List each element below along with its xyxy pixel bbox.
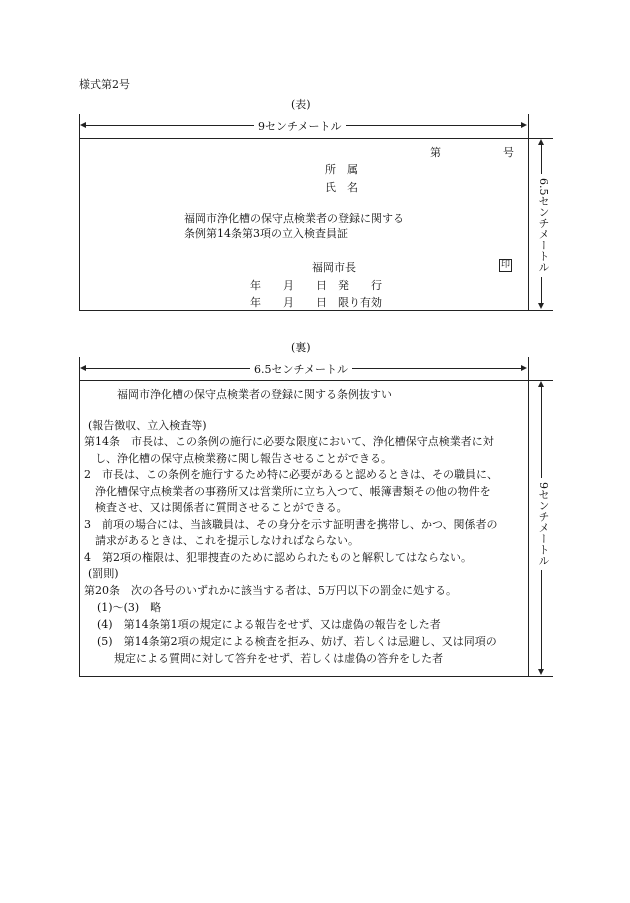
arrow-down-icon: [538, 669, 544, 675]
issuer-name: 福岡市長: [312, 261, 356, 274]
name-label: 氏 名: [325, 181, 358, 194]
paragraph-3-line2: 請求があるときは、これを提示しなければならない。: [95, 534, 359, 547]
arrow-left-icon: [80, 122, 86, 128]
affiliation-label: 所 属: [325, 163, 358, 176]
front-width-label: 9センチメートル: [254, 118, 346, 134]
arrow-up-icon: [538, 139, 544, 145]
front-heading: (表): [291, 98, 311, 111]
form-number: 様式第2号: [79, 78, 130, 91]
back-card: [79, 380, 529, 677]
section-heading-penalty: (罰則): [88, 567, 119, 580]
arrow-right-icon: [521, 122, 527, 128]
back-height-label: 9センチメートル: [535, 478, 551, 570]
article-20: 第20条 次の各号のいずれかに該当する者は、5万円以下の罰金に処する。: [84, 584, 457, 597]
item-4: (4) 第14条第1項の規定による報告をせず、又は虚偽の報告をした者: [97, 618, 441, 631]
valid-until-line: 年 月 日 限り有効: [250, 296, 382, 309]
excerpt-title: 福岡市浄化槽の保守点検業者の登録に関する条例抜すい: [117, 388, 392, 401]
certificate-title-line2: 条例第14条第3項の立入検査員証: [184, 227, 348, 240]
front-card: [79, 138, 529, 311]
seal-mark: 印: [501, 260, 511, 270]
paragraph-3-line1: 3 前項の場合には、当該職員は、その身分を示す証明書を携帯し、かつ、関係者の: [84, 518, 498, 531]
issued-date-line: 年 月 日 発 行: [250, 279, 382, 292]
paragraph-2-line2: 浄化槽保守点検業者の事務所又は営業所に立ち入つて、帳簿書類その他の物件を: [95, 485, 491, 498]
item-1-3: (1)〜(3) 略: [97, 601, 162, 614]
back-heading: (裏): [291, 341, 311, 354]
back-width-label: 6.5センチメートル: [250, 361, 352, 377]
article-14-line1: 第14条 市長は、この条例の施行に必要な限度において、浄化槽保守点検業者に対: [84, 435, 494, 448]
item-5-line1: (5) 第14条第2項の規定による検査を拒み、妨げ、若しくは忌避し、又は同項の: [97, 635, 497, 648]
arrow-down-icon: [538, 303, 544, 309]
front-height-label: 6.5センチメートル: [535, 174, 551, 277]
arrow-left-icon: [80, 365, 86, 371]
number-dai: 第: [430, 146, 441, 159]
section-heading-report: (報告徴収、立入検査等): [88, 419, 207, 432]
arrow-right-icon: [521, 365, 527, 371]
paragraph-2-line3: 検査させ、又は関係者に質問させることができる。: [95, 501, 348, 514]
paragraph-2-line1: 2 市長は、この条例を施行するため特に必要があると認めるときは、その職員に、: [84, 468, 498, 481]
article-14-line2: し、浄化槽の保守点検業務に関し報告させることができる。: [95, 452, 392, 465]
item-5-line2: 規定による質問に対して答弁をせず、若しくは虚偽の答弁をした者: [114, 652, 444, 665]
certificate-title-line1: 福岡市浄化槽の保守点検業者の登録に関する: [184, 212, 404, 225]
arrow-up-icon: [538, 381, 544, 387]
number-go: 号: [503, 146, 514, 159]
paragraph-4: 4 第2項の権限は、犯罪捜査のために認められたものと解釈してはならない。: [84, 551, 472, 564]
